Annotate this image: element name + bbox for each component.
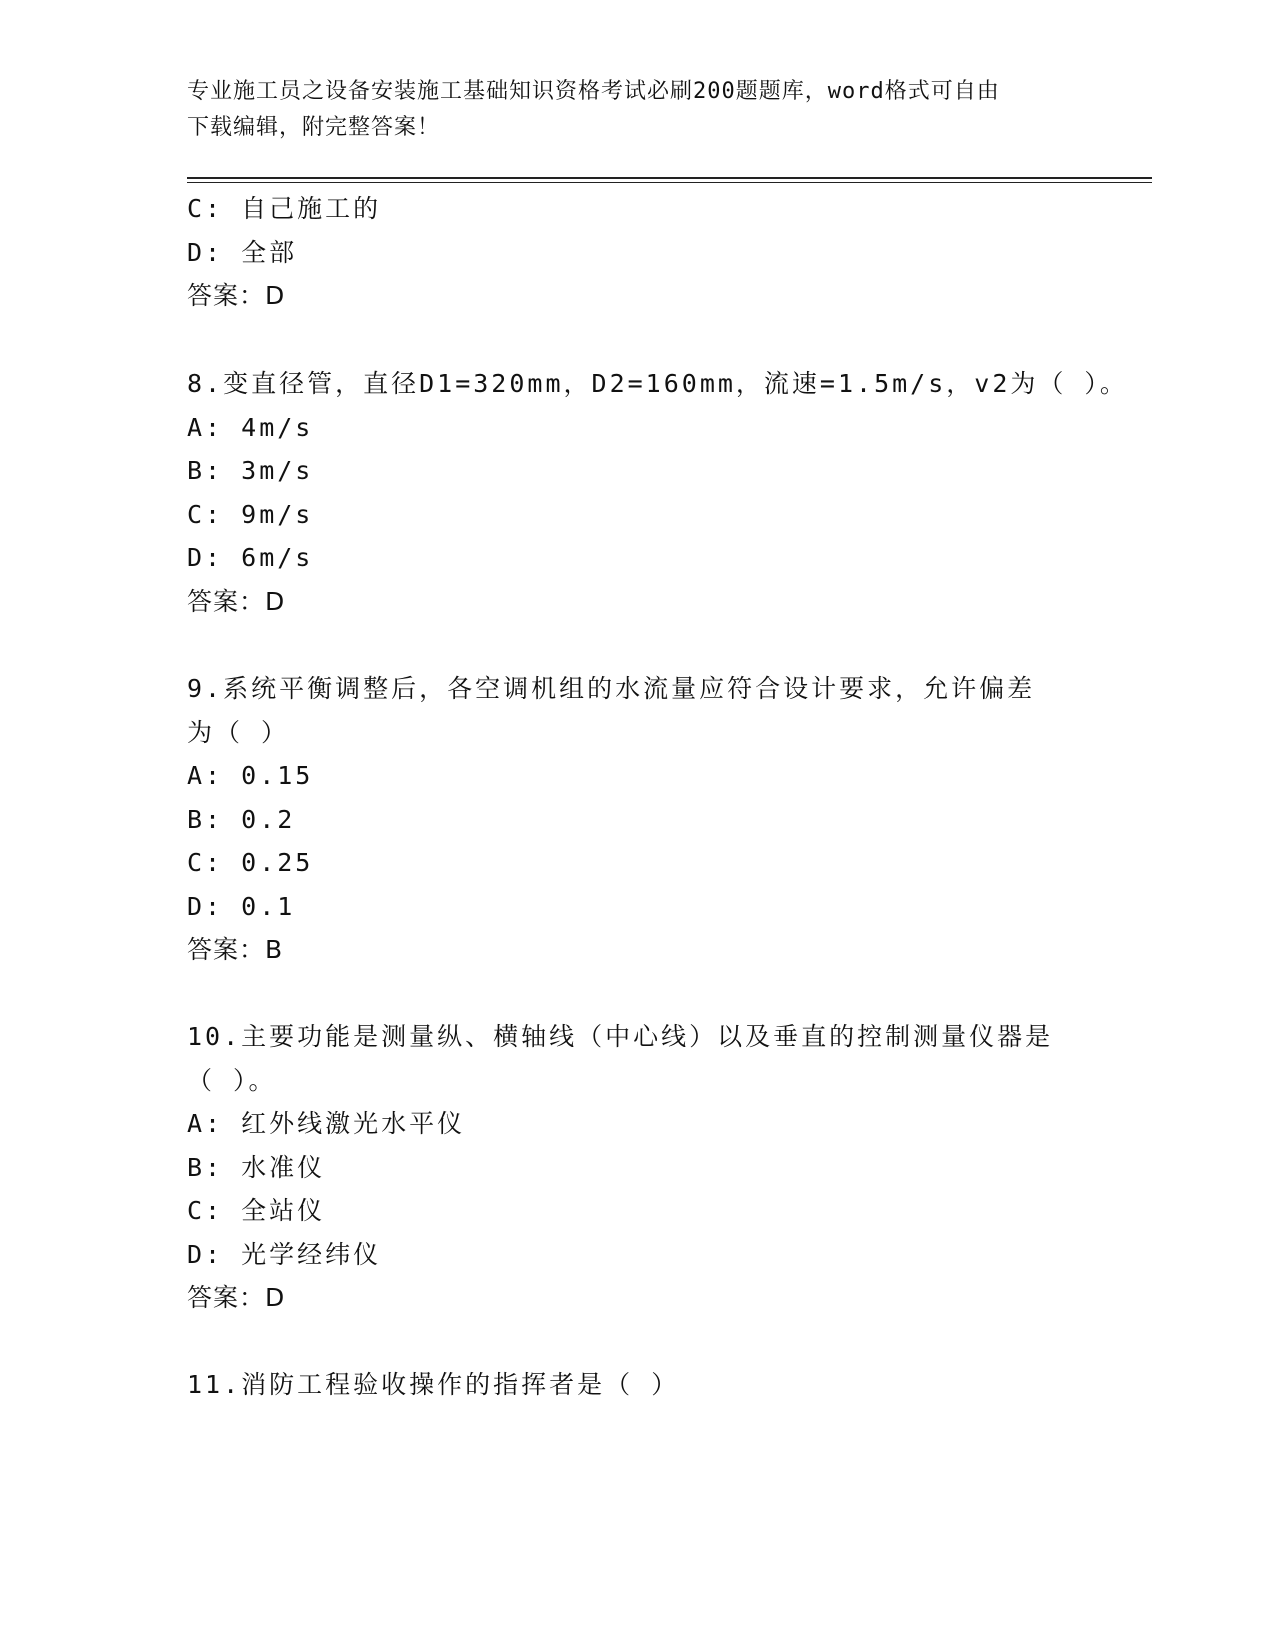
header-line-1: 专业施工员之设备安装施工基础知识资格考试必刷200题题库，word格式可自由 [187, 79, 1000, 104]
q9-option-b: B: 0.2 [187, 805, 296, 834]
q10-option-b: B: 水准仪 [187, 1153, 326, 1182]
q8-option-b: B: 3m/s [187, 456, 314, 485]
q11-question: 11.消防工程验收操作的指挥者是（ ） [187, 1370, 680, 1399]
q9-option-d: D: 0.1 [187, 892, 296, 921]
q8-answer: 答案：D [187, 587, 286, 616]
q8-option-a: A: 4m/s [187, 413, 314, 442]
header-divider-thin [187, 182, 1152, 183]
q7-option-c: C: 自己施工的 [187, 194, 382, 223]
q9-answer: 答案：B [187, 935, 284, 964]
q7-option-d: D: 全部 [187, 238, 298, 267]
q7-answer: 答案：D [187, 281, 286, 310]
q10-option-a: A: 红外线激光水平仪 [187, 1109, 466, 1138]
q10-answer: 答案：D [187, 1283, 286, 1312]
q8-question: 8.变直径管，直径D1=320mm，D2=160mm，流速=1.5m/s，v2为（ ）。 [187, 369, 1128, 398]
header-line-2: 下载编辑，附完整答案！ [187, 115, 441, 140]
q9-question-line-2: 为（ ） [187, 718, 290, 747]
q10-option-d: D: 光学经纬仪 [187, 1240, 382, 1269]
q10-option-c: C: 全站仪 [187, 1196, 326, 1225]
q10-question-line-2: （ ）。 [187, 1066, 277, 1095]
q9-question-line-1: 9.系统平衡调整后，各空调机组的水流量应符合设计要求，允许偏差 [187, 674, 1036, 703]
q9-option-c: C: 0.25 [187, 848, 314, 877]
q10-question-line-1: 10.主要功能是测量纵、横轴线（中心线）以及垂直的控制测量仪器是 [187, 1022, 1054, 1051]
header-divider-thick [187, 177, 1152, 179]
q8-option-d: D: 6m/s [187, 543, 314, 572]
document-header [187, 74, 1067, 146]
q9-option-a: A: 0.15 [187, 761, 314, 790]
q8-option-c: C: 9m/s [187, 500, 314, 529]
